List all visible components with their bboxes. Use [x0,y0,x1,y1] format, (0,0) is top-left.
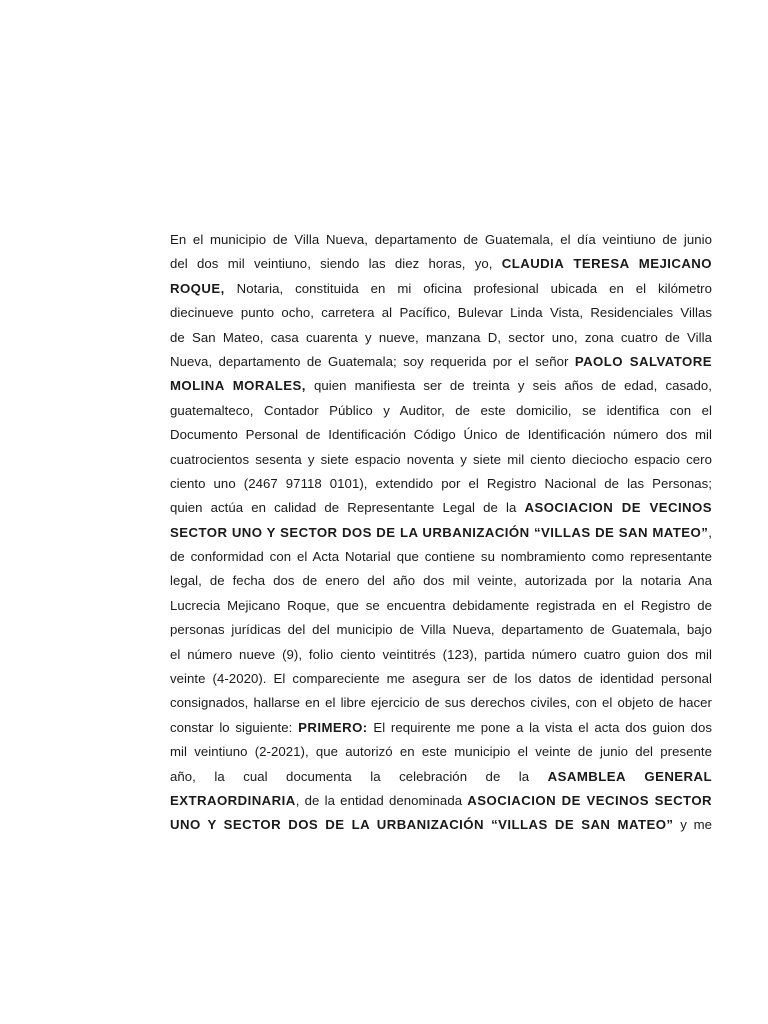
bold-text-segment: ASAMBLEA GENERAL [547,768,712,784]
bold-text-segment: SECTOR UNO Y SECTOR DOS DE LA URBANIZACIÓN “VILLAS DE SAN MATEO” [170,524,709,540]
text-line [170,813,712,837]
text-segment: ciento uno (2467 97118 0101), extendido por el Registro Nacional de las Personas; [170,475,712,491]
text-segment: personas jurídicas del del municipio de Villa Nueva, departamento de Guatemala, bajo [170,622,712,638]
text-segment: En el municipio de Villa Nueva, departamento de Guatemala, el día veintiuno de junio [170,232,712,247]
text-segment: Documento Personal de Identificación Código Único de Identificación número dos mil [170,427,712,443]
text-line [170,521,712,545]
text-line [170,716,712,740]
text-segment: de San Mateo, casa cuarenta y nueve, manzana D, sector uno, zona cuatro de Villa [170,329,712,345]
bold-text-segment: PRIMERO: [298,719,368,735]
text-line [170,252,712,276]
text-line [170,594,712,618]
text-segment: , de la entidad denominada [295,792,468,808]
text-segment: y me [673,817,712,833]
text-line [170,326,712,350]
text-line [170,448,712,472]
text-segment: diecinueve punto ocho, carretera al Pacífico, Bulevar Linda Vista, Residenciales Villas [170,305,712,321]
text-line [170,545,712,569]
text-segment: veinte (4-2020). El compareciente me asegura ser de los datos de identidad personal [170,671,712,687]
bold-text-segment: ROQUE, [170,280,225,296]
bold-text-segment: CLAUDIA TERESA MEJICANO [501,256,712,272]
bold-text-segment: MOLINA MORALES, [170,378,306,394]
text-line [170,765,712,789]
text-segment: mil veintiuno (2-2021), que autorizó en este municipio el veinte de junio del presente [170,744,712,760]
text-line [170,399,712,423]
text-line [170,374,712,398]
bold-text-segment: PAOLO SALVATORE [574,353,712,369]
bold-text-segment: EXTRAORDINARIA [170,792,296,808]
text-segment: El requirente me pone a la vista el acta dos guion dos [367,719,712,735]
text-segment: el número nueve (9), folio ciento veintitrés (123), partida número cuatro guion dos mil [170,646,712,662]
text-line [170,569,712,593]
text-segment: año, la cual documenta la celebración de la [170,768,548,784]
text-line [170,472,712,496]
bold-text-segment: UNO Y SECTOR DOS DE LA URBANIZACIÓN “VILLAS DE SAN MATEO” [170,817,674,833]
text-segment: de conformidad con el Acta Notarial que contiene su nombramiento como representante [170,549,712,565]
text-line [170,277,712,301]
text-line [170,740,712,764]
text-line [170,789,712,813]
text-segment: quien manifiesta ser de treinta y seis años de edad, casado, [305,378,712,394]
text-segment: Nueva, departamento de Guatemala; soy requerida por el señor [170,353,575,369]
text-segment: Notaria, constituida en mi oficina profesional ubicada en el kilómetro [224,280,712,296]
text-segment: guatemalteco, Contador Público y Auditor, de este domicilio, se identifica con el [170,402,712,418]
text-segment: , [708,524,712,540]
bold-text-segment: ASOCIACION DE VECINOS [524,500,712,516]
text-line [170,228,712,252]
text-segment: Lucrecia Mejicano Roque, que se encuentra debidamente registrada en el Registro de [170,597,712,613]
text-line [170,496,712,520]
text-segment: del dos mil veintiuno, siendo las diez horas, yo, [170,256,502,272]
text-line [170,423,712,447]
text-segment: consignados, hallarse en el libre ejercicio de sus derechos civiles, con el objeto de hacer [170,695,712,711]
text-line [170,691,712,715]
text-line [170,667,712,691]
text-line [170,618,712,642]
document-body-text [170,228,712,838]
text-segment: cuatrocientos sesenta y siete espacio noventa y siete mil ciento dieciocho espacio cero [170,451,712,467]
text-line [170,643,712,667]
text-segment: legal, de fecha dos de enero del año dos mil veinte, autorizada por la notaria Ana [170,573,712,589]
text-line [170,301,712,325]
text-segment: quien actúa en calidad de Representante Legal de la [170,500,525,516]
text-segment: constar lo siguiente: [170,719,299,735]
bold-text-segment: ASOCIACION DE VECINOS SECTOR [467,792,712,808]
text-line [170,350,712,374]
